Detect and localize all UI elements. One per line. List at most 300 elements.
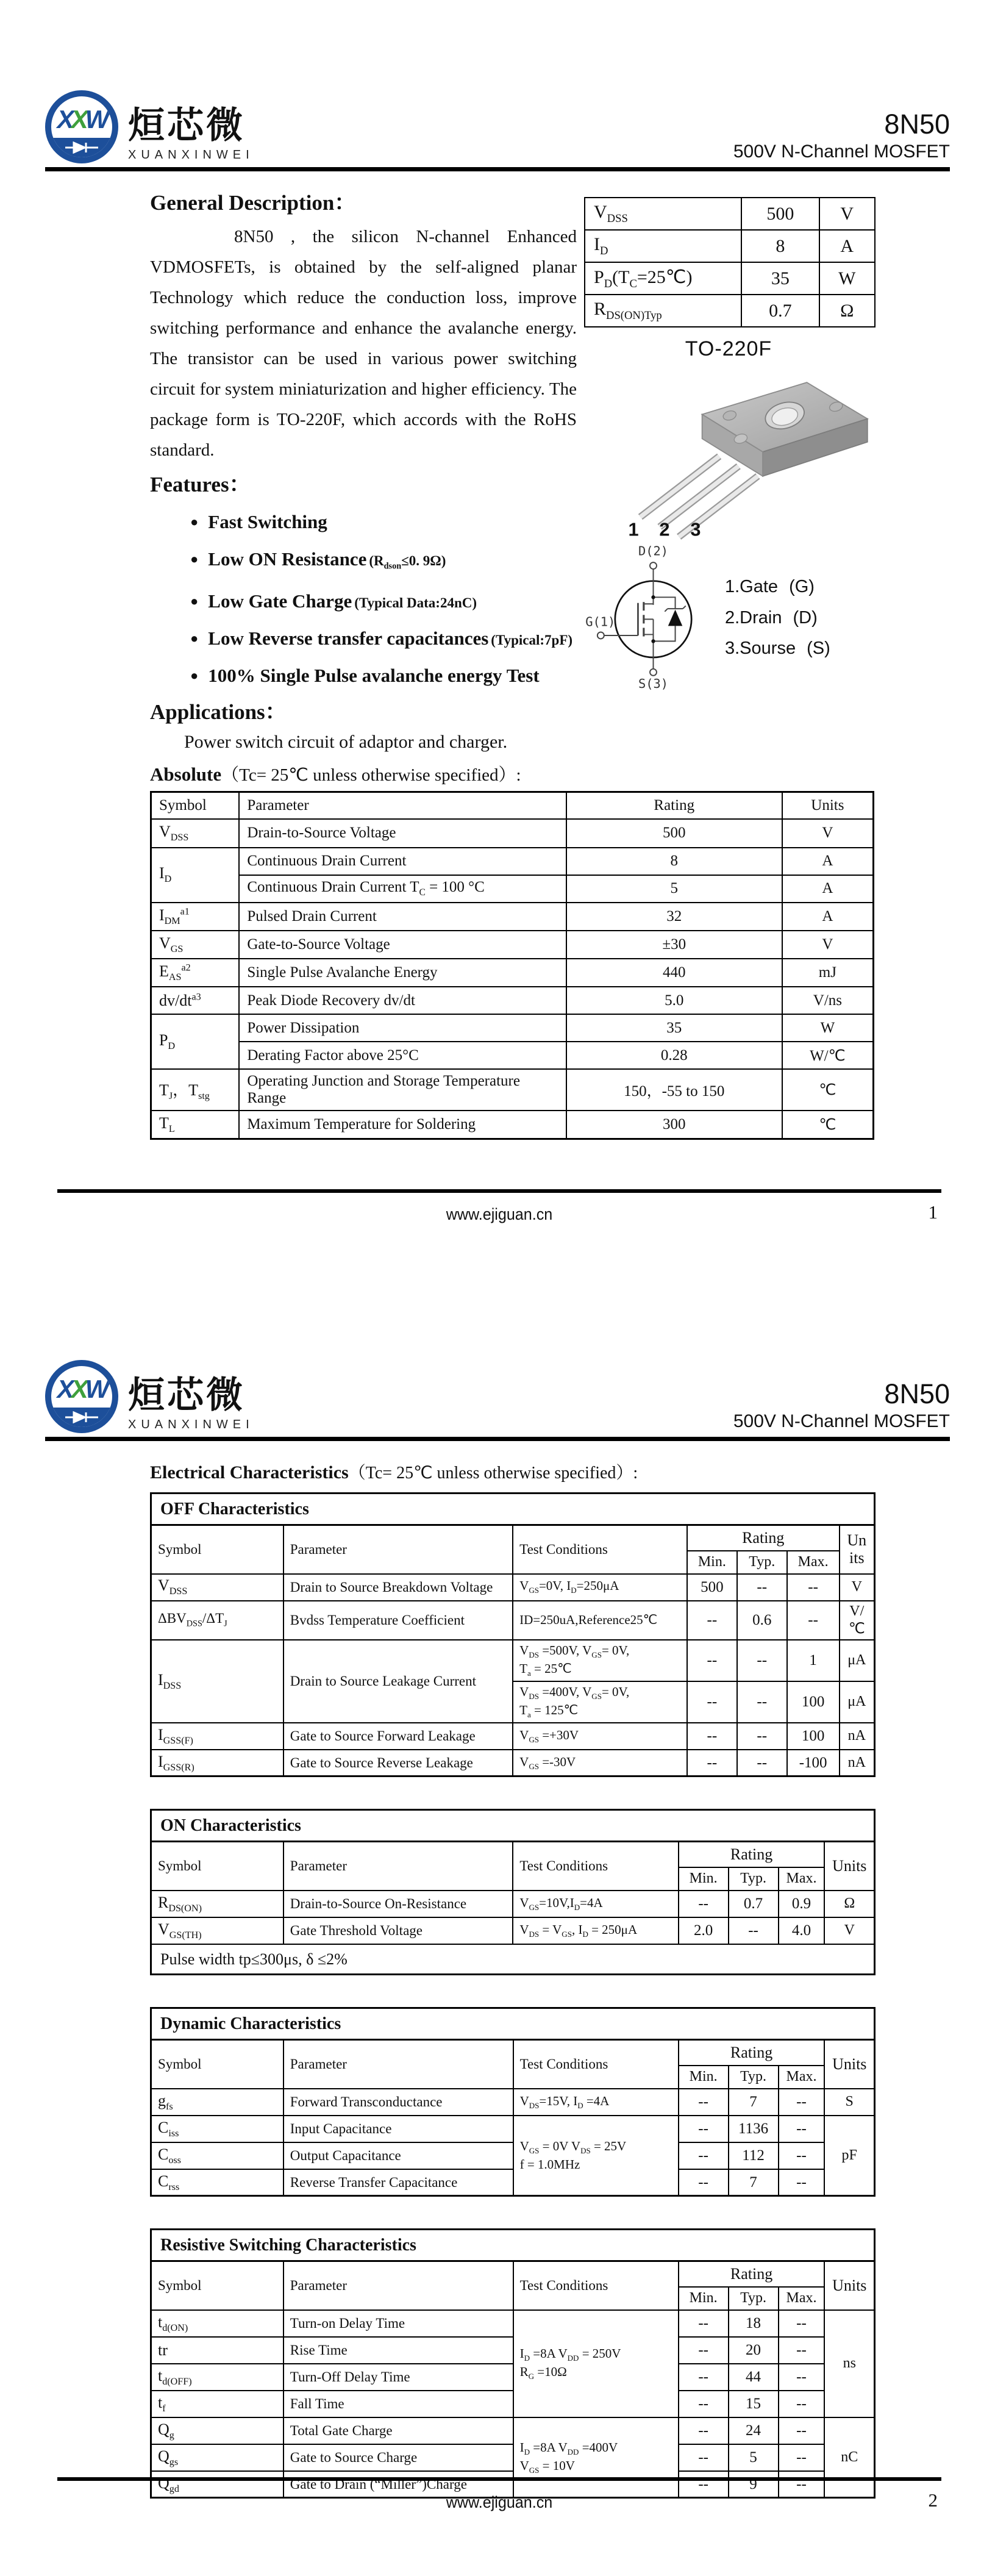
- cell-typ: 0.6: [737, 1601, 787, 1640]
- cell-max: 0.9: [779, 1891, 825, 1917]
- rating-unit: Ω: [819, 295, 875, 327]
- cell-test-conditions: $I_D =8A$ $V_{DD} =400V$ $V_{GS} = 10V$: [513, 2417, 679, 2498]
- diode-icon: [51, 1408, 112, 1427]
- cell-parameter: Continuous Drain Current: [239, 848, 566, 875]
- cell-parameter: Maximum Temperature for Soldering: [239, 1111, 566, 1139]
- cell-rating: 8: [566, 848, 782, 875]
- cell-parameter: Fall Time: [284, 2391, 513, 2417]
- brand-name: [128, 107, 254, 163]
- cell-min: --: [679, 2471, 729, 2498]
- cell-parameter: Gate to Source Forward Leakage: [284, 1723, 513, 1750]
- cell-max: --: [779, 2310, 825, 2337]
- cell-unit: ℃: [782, 1069, 874, 1111]
- feature-item: [190, 504, 577, 542]
- cell-parameter: Drain to Source Breakdown Voltage: [284, 1574, 513, 1601]
- cell-min: --: [679, 2116, 729, 2142]
- cell-symbol: $g_{fs}$: [151, 2089, 284, 2116]
- feature-item: [190, 621, 577, 658]
- page-number: 2: [928, 2489, 938, 2511]
- cell-min: --: [687, 1640, 737, 1681]
- cell-symbol: $Q_{gs}$: [151, 2444, 284, 2471]
- cell-symbol: $I_{GSS(R)}$: [151, 1750, 284, 1776]
- cell-max: --: [779, 2471, 825, 2498]
- cell-parameter: Derating Factor above 25°C: [239, 1042, 566, 1069]
- table-row: [151, 2142, 875, 2169]
- cell-typ: 9: [729, 2471, 779, 2498]
- bullet-icon: ●: [190, 668, 199, 684]
- cell-parameter: Drain to Source Leakage Current: [284, 1640, 513, 1723]
- cell-unit: nA: [840, 1750, 875, 1776]
- applications-body: Power switch circuit of adaptor and charger.: [184, 731, 508, 752]
- col-min: Min.: [679, 2287, 729, 2310]
- package-name: TO-220F: [685, 337, 772, 360]
- table-section-title-row: [151, 2008, 875, 2040]
- cell-min: --: [687, 1681, 737, 1723]
- cell-unit: W/℃: [782, 1042, 874, 1069]
- feature-text: Low ON Resistance: [208, 548, 367, 570]
- cell-typ: 7: [729, 2089, 779, 2116]
- cell-symbol: $t_{d(ON)}$: [151, 2310, 284, 2337]
- cell-unit: V: [840, 1574, 875, 1601]
- cell-typ: --: [729, 1917, 779, 1944]
- table-row: [151, 2417, 875, 2444]
- cell-unit: A: [782, 848, 874, 875]
- pin-legend-item: 3.Sourse (S): [725, 639, 830, 659]
- table-row: [151, 2089, 875, 2116]
- mosfet-symbol: [582, 542, 725, 694]
- cell-rating: 5.0: [566, 987, 782, 1014]
- cell-parameter: Output Capacitance: [284, 2142, 513, 2169]
- on-characteristics-table: [150, 1809, 876, 1975]
- rating-unit: V: [819, 198, 875, 230]
- col-max: Max.: [779, 2066, 825, 2089]
- col-test-conditions: Test Conditions: [513, 2261, 679, 2310]
- pulse-width-note: Pulse width tp≤300μs, δ ≤2%: [151, 1944, 875, 1975]
- section-title: ON Characteristics: [151, 1810, 875, 1842]
- table-row: [151, 875, 874, 903]
- absolute-ratings-table: [150, 791, 874, 1140]
- table-row: [151, 1014, 874, 1042]
- col-rating: Rating: [679, 2261, 825, 2287]
- electrical-characteristics-title: Electrical Characteristics（Tc= 25℃ unless otherwise specified）:: [150, 1462, 638, 1483]
- feature-note: (Typical:7pF): [491, 632, 573, 648]
- cell-unit: Ω: [824, 1891, 874, 1917]
- part-number: 8N50: [884, 109, 950, 140]
- cell-test-conditions: $V_{DS} = V_{GS}$, $I_D = 250\mu A$: [513, 1917, 678, 1944]
- cell-typ: 112: [729, 2142, 779, 2169]
- cell-typ: 0.7: [729, 1891, 779, 1917]
- cell-max: --: [779, 2364, 825, 2391]
- rating-unit: W: [819, 262, 875, 295]
- table-header-row: [151, 792, 874, 819]
- col-max: Max.: [779, 2287, 825, 2310]
- table-row: [151, 1111, 874, 1139]
- applications-title: Applications：: [150, 700, 287, 724]
- cell-parameter: Gate Threshold Voltage: [284, 1917, 513, 1944]
- col-rating: Rating: [679, 1842, 825, 1867]
- cell-typ: 5: [729, 2444, 779, 2471]
- table-row: [151, 2364, 875, 2391]
- cell-min: --: [679, 2364, 729, 2391]
- cell-rating: 300: [566, 1111, 782, 1139]
- cell-unit: ℃: [782, 1111, 874, 1139]
- part-number: 8N50: [884, 1378, 950, 1410]
- footer-website: www.ejiguan.cn: [446, 2493, 553, 2511]
- cell-parameter: Gate to Source Charge: [284, 2444, 513, 2471]
- cell-parameter: Pulsed Drain Current: [239, 903, 566, 931]
- col-parameter: Parameter: [284, 1842, 513, 1891]
- table-row: [151, 2116, 875, 2142]
- brand-name-en: XUANXINWEI: [128, 1418, 254, 1431]
- cell-max: --: [779, 2337, 825, 2364]
- part-subtitle: 500V N-Channel MOSFET: [733, 1411, 950, 1431]
- cell-rating: 32: [566, 903, 782, 931]
- col-units: Units: [824, 2261, 874, 2310]
- cell-unit: μA: [840, 1681, 875, 1723]
- col-max: Max.: [779, 1867, 825, 1891]
- feature-text: Fast Switching: [208, 510, 327, 532]
- cell-symbol: $P_D$: [151, 1014, 240, 1069]
- cell-unit: V/℃: [840, 1601, 875, 1640]
- col-symbol: Symbol: [151, 792, 240, 819]
- section-title: Dynamic Characteristics: [151, 2008, 875, 2040]
- cell-typ: --: [737, 1750, 787, 1776]
- cell-unit: nA: [840, 1723, 875, 1750]
- brand-logo: [45, 90, 254, 163]
- cell-rating: 0.28: [566, 1042, 782, 1069]
- col-typ: Typ.: [737, 1551, 787, 1574]
- package-photo: [585, 363, 872, 540]
- cell-rating: 440: [566, 959, 782, 987]
- col-parameter: Parameter: [239, 792, 566, 819]
- table-row: [151, 1574, 875, 1601]
- table-note-row: [151, 1944, 875, 1975]
- bullet-icon: ●: [190, 513, 199, 529]
- cell-test-conditions: $I_D =8A$ $V_{DD} = 250V$ $R_G =10\Omega$: [513, 2310, 679, 2417]
- diode-icon: [51, 138, 112, 157]
- cell-unit: μA: [840, 1640, 875, 1681]
- cell-unit: S: [824, 2089, 874, 2116]
- brand-logo-icon: [45, 1360, 118, 1433]
- table-header-row: [151, 1842, 875, 1867]
- cell-min: --: [687, 1750, 737, 1776]
- table-section-title-row: [151, 1810, 875, 1842]
- table-header-row: [151, 2040, 875, 2066]
- cell-typ: 15: [729, 2391, 779, 2417]
- cell-symbol: $Q_g$: [151, 2417, 284, 2444]
- cell-min: 500: [687, 1574, 737, 1601]
- cell-parameter: Gate-to-Source Voltage: [239, 931, 566, 959]
- rating-param: $I_D$: [585, 230, 741, 262]
- cell-typ: --: [737, 1574, 787, 1601]
- table-row: [151, 1891, 875, 1917]
- cell-unit: nC: [824, 2417, 874, 2498]
- cell-rating: 150，-55 to 150: [566, 1069, 782, 1111]
- cell-rating: 5: [566, 875, 782, 903]
- col-symbol: Symbol: [151, 2261, 284, 2310]
- page-number: 1: [928, 1201, 938, 1223]
- cell-test-conditions: $V_{GS} =+30V$: [513, 1723, 687, 1750]
- section-title: Resistive Switching Characteristics: [151, 2230, 875, 2261]
- rating-value: 35: [741, 262, 819, 295]
- col-min: Min.: [679, 2066, 729, 2089]
- col-typ: Typ.: [729, 2066, 779, 2089]
- cell-parameter: Operating Junction and Storage Temperature Range: [239, 1069, 566, 1111]
- cell-test-conditions: $V_{DS} =400V$, $V_{GS}= 0V$, $T_a$ = 125℃: [513, 1681, 687, 1723]
- table-row: [151, 903, 874, 931]
- col-typ: Typ.: [729, 2287, 779, 2310]
- cell-min: --: [679, 2337, 729, 2364]
- cell-min: --: [679, 2417, 729, 2444]
- table-row: [151, 2444, 875, 2471]
- cell-parameter: Single Pulse Avalanche Energy: [239, 959, 566, 987]
- col-parameter: Parameter: [284, 2261, 513, 2310]
- cell-min: --: [679, 2444, 729, 2471]
- cell-parameter: Turn-Off Delay Time: [284, 2364, 513, 2391]
- table-row: [151, 1723, 875, 1750]
- page-footer: [57, 2477, 941, 2512]
- brand-name-en: XUANXINWEI: [128, 148, 254, 162]
- table-row: [151, 1640, 875, 1681]
- cell-max: --: [779, 2142, 825, 2169]
- cell-min: --: [679, 1891, 729, 1917]
- cell-test-conditions: $V_{DS} =500V$, $V_{GS}= 0V$, $T_a$ = 25℃: [513, 1640, 687, 1681]
- col-test-conditions: Test Conditions: [513, 2040, 679, 2089]
- table-row: [151, 2391, 875, 2417]
- cell-parameter: Turn-on Delay Time: [284, 2310, 513, 2337]
- brand-logo-icon: [45, 90, 118, 163]
- cell-typ: 24: [729, 2417, 779, 2444]
- rating-param: $P_D(T_C=25℃)$: [585, 262, 741, 295]
- page-footer: [57, 1189, 941, 1224]
- cell-min: --: [679, 2310, 729, 2337]
- cell-test-conditions: $V_{GS}=0V$, $I_D=250\mu A$: [513, 1574, 687, 1601]
- cell-parameter: Peak Diode Recovery dv/dt: [239, 987, 566, 1014]
- general-description-title: General Description：: [150, 191, 356, 215]
- header-rule: [45, 1437, 950, 1441]
- cell-min: --: [679, 2142, 729, 2169]
- feature-item: [190, 658, 577, 695]
- cell-symbol: tr: [151, 2337, 284, 2364]
- brand-name-cn: 烜芯微: [128, 106, 245, 146]
- col-min: Min.: [687, 1551, 737, 1574]
- col-max: Max.: [787, 1551, 840, 1574]
- off-characteristics-table: [150, 1492, 876, 1777]
- rating-param: $R_{DS(ON)Typ}$: [585, 295, 741, 327]
- cell-max: --: [779, 2116, 825, 2142]
- cell-symbol: $V_{DSS}$: [151, 1574, 284, 1601]
- cell-test-conditions: $V_{DS}=15V$, $I_D =4A$: [513, 2089, 679, 2116]
- col-units: Units: [840, 1525, 875, 1574]
- col-symbol: Symbol: [151, 1842, 284, 1891]
- features-list: [190, 504, 577, 696]
- table-section-title-row: [151, 1494, 875, 1525]
- cell-typ: 18: [729, 2310, 779, 2337]
- table-row: [151, 1750, 875, 1776]
- pin-legend: [725, 571, 830, 664]
- table-row: [151, 987, 874, 1014]
- cell-symbol: $V_{GS(TH)}$: [151, 1917, 284, 1944]
- cell-typ: --: [737, 1681, 787, 1723]
- col-symbol: Symbol: [151, 1525, 284, 1574]
- cell-symbol: $R_{DS(ON)}$: [151, 1891, 284, 1917]
- cell-symbol: $C_{oss}$: [151, 2142, 284, 2169]
- cell-parameter: Gate to Drain (“Miller”)Charge: [284, 2471, 513, 2498]
- col-units: Units: [782, 792, 874, 819]
- cell-symbol: $I_{GSS(F)}$: [151, 1723, 284, 1750]
- col-rating: Rating: [687, 1525, 840, 1551]
- cell-min: --: [679, 2089, 729, 2116]
- cell-unit: A: [782, 875, 874, 903]
- cell-max: --: [779, 2169, 825, 2196]
- cell-unit: mJ: [782, 959, 874, 987]
- cell-symbol: $I_{DM}^{a1}$: [151, 903, 240, 931]
- brand-logo: [45, 1360, 254, 1433]
- cell-min: --: [687, 1601, 737, 1640]
- cell-max: 100: [787, 1723, 840, 1750]
- cell-symbol: $I_{DSS}$: [151, 1640, 284, 1723]
- cell-rating: 35: [566, 1014, 782, 1042]
- cell-unit: V: [824, 1917, 874, 1944]
- cell-parameter: Drain-to-Source Voltage: [239, 819, 566, 847]
- rating-value: 8: [741, 230, 819, 262]
- cell-test-conditions: $V_{GS}=10V,I_D=4A$: [513, 1891, 678, 1917]
- cell-max: --: [779, 2391, 825, 2417]
- table-row: [585, 295, 875, 327]
- bullet-icon: ●: [190, 551, 199, 567]
- cell-unit: ns: [824, 2310, 874, 2417]
- table-row: [151, 959, 874, 987]
- cell-max: -100: [787, 1750, 840, 1776]
- col-symbol: Symbol: [151, 2040, 284, 2089]
- rating-value: 0.7: [741, 295, 819, 327]
- cell-test-conditions: $V_{GS} =-30V$: [513, 1750, 687, 1776]
- cell-symbol: $t_f$: [151, 2391, 284, 2417]
- cell-parameter: Gate to Source Reverse Leakage: [284, 1750, 513, 1776]
- document-title: [733, 1378, 950, 1433]
- cell-symbol: $Q_{gd}$: [151, 2471, 284, 2498]
- table-row: [151, 819, 874, 847]
- pin-legend-item: 1.Gate (G): [725, 576, 815, 596]
- feature-text: Low Reverse transfer capacitances: [208, 628, 489, 649]
- cell-min: 2.0: [679, 1917, 729, 1944]
- col-rating: Rating: [679, 2040, 825, 2066]
- cell-max: --: [779, 2417, 825, 2444]
- cell-max: --: [787, 1601, 840, 1640]
- table-row: [585, 198, 875, 230]
- bullet-icon: ●: [190, 593, 199, 609]
- rating-param: $V_{DSS}$: [585, 198, 741, 230]
- table-row: [151, 2169, 875, 2196]
- dynamic-characteristics-table: [150, 2007, 876, 2197]
- cell-symbol: $T_J$，$T_{stg}$: [151, 1069, 240, 1111]
- cell-max: --: [779, 2444, 825, 2471]
- col-parameter: Parameter: [284, 2040, 513, 2089]
- cell-parameter: Power Dissipation: [239, 1014, 566, 1042]
- feature-item: [190, 542, 577, 584]
- cell-unit: V/ns: [782, 987, 874, 1014]
- cell-parameter: Total Gate Charge: [284, 2417, 513, 2444]
- cell-unit: V: [782, 819, 874, 847]
- absolute-ratings-title: Absolute（Tc= 25℃ unless otherwise specified）:: [150, 763, 521, 785]
- symbol-drain-label: D(2): [638, 543, 669, 559]
- brand-name-cn: 烜芯微: [128, 1375, 245, 1415]
- cell-test-conditions: $V_{GS} = 0V$ $V_{DS} = 25V$ f = 1.0MHz: [513, 2116, 679, 2196]
- table-header-row: [151, 2261, 875, 2287]
- cell-unit: A: [782, 903, 874, 931]
- cell-symbol: $V_{DSS}$: [151, 819, 240, 847]
- feature-text: Low Gate Charge: [208, 590, 352, 612]
- pin-legend-item: 2.Drain (D): [725, 607, 818, 628]
- table-row: [151, 1917, 875, 1944]
- cell-symbol: $dv/dt^{a3}$: [151, 987, 240, 1014]
- cell-parameter: Continuous Drain Current $T_C = 100$ °C: [239, 875, 566, 903]
- cell-symbol: $t_{d(OFF)}$: [151, 2364, 284, 2391]
- brand-monogram: XXW: [57, 1375, 107, 1403]
- brand-monogram: XXW: [57, 105, 107, 134]
- part-subtitle: 500V N-Channel MOSFET: [733, 141, 950, 162]
- symbol-source-label: S(3): [638, 676, 669, 692]
- table-section-title-row: [151, 2230, 875, 2261]
- col-min: Min.: [679, 1867, 729, 1891]
- cell-symbol: $T_L$: [151, 1111, 240, 1139]
- cell-max: --: [787, 1574, 840, 1601]
- cell-max: 4.0: [779, 1917, 825, 1944]
- col-rating: Rating: [566, 792, 782, 819]
- header-rule: [45, 167, 950, 171]
- cell-parameter: Rise Time: [284, 2337, 513, 2364]
- table-row: [151, 931, 874, 959]
- cell-parameter: Input Capacitance: [284, 2116, 513, 2142]
- col-parameter: Parameter: [284, 1525, 513, 1574]
- cell-max: 100: [787, 1681, 840, 1723]
- symbol-gate-label: G(1): [585, 614, 616, 629]
- cell-symbol: $I_D$: [151, 848, 240, 903]
- col-test-conditions: Test Conditions: [513, 1842, 678, 1891]
- document-title: [733, 109, 950, 163]
- bullet-icon: ●: [190, 631, 199, 646]
- cell-unit: V: [782, 931, 874, 959]
- col-test-conditions: Test Conditions: [513, 1525, 687, 1574]
- cell-symbol: $V_{GS}$: [151, 931, 240, 959]
- rating-value: 500: [741, 198, 819, 230]
- cell-typ: --: [737, 1640, 787, 1681]
- datasheet-page-2: [0, 1288, 995, 2576]
- cell-min: --: [687, 1723, 737, 1750]
- page-header: [45, 1360, 950, 1433]
- feature-text: 100% Single Pulse avalanche energy Test: [208, 665, 540, 687]
- cell-unit: pF: [824, 2116, 874, 2196]
- cell-symbol: $C_{rss}$: [151, 2169, 284, 2196]
- cell-rating: 500: [566, 819, 782, 847]
- col-units: Units: [824, 2040, 874, 2089]
- cell-unit: W: [782, 1014, 874, 1042]
- table-row: [151, 2310, 875, 2337]
- general-description-body: 8N50 , the silicon N-channel Enhanced VDMOSFETs, is obtained by the self-aligned planar Technology which reduce the conduction loss, improve switching performance and enhance the avalanche energy. The transistor can be used in various power switching circuit for system miniaturization and higher efficiency. The package form is TO-220F, which accords with the RoHS standard.: [150, 226, 577, 460]
- cell-parameter: Reverse Transfer Capacitance: [284, 2169, 513, 2196]
- footer-website: www.ejiguan.cn: [446, 1205, 553, 1223]
- cell-test-conditions: ID=250uA,Reference25℃: [513, 1601, 687, 1640]
- cell-symbol: $\Delta BV_{DSS}/\Delta T_J$: [151, 1601, 284, 1640]
- cell-min: --: [679, 2169, 729, 2196]
- cell-typ: 20: [729, 2337, 779, 2364]
- key-ratings-table: [584, 197, 876, 327]
- feature-note: ($R_{dson}\le 0$. 9Ω): [369, 553, 446, 571]
- switching-characteristics-table: [150, 2228, 876, 2499]
- page-header: [45, 90, 950, 163]
- section-title: OFF Characteristics: [151, 1494, 875, 1525]
- feature-item: [190, 584, 577, 621]
